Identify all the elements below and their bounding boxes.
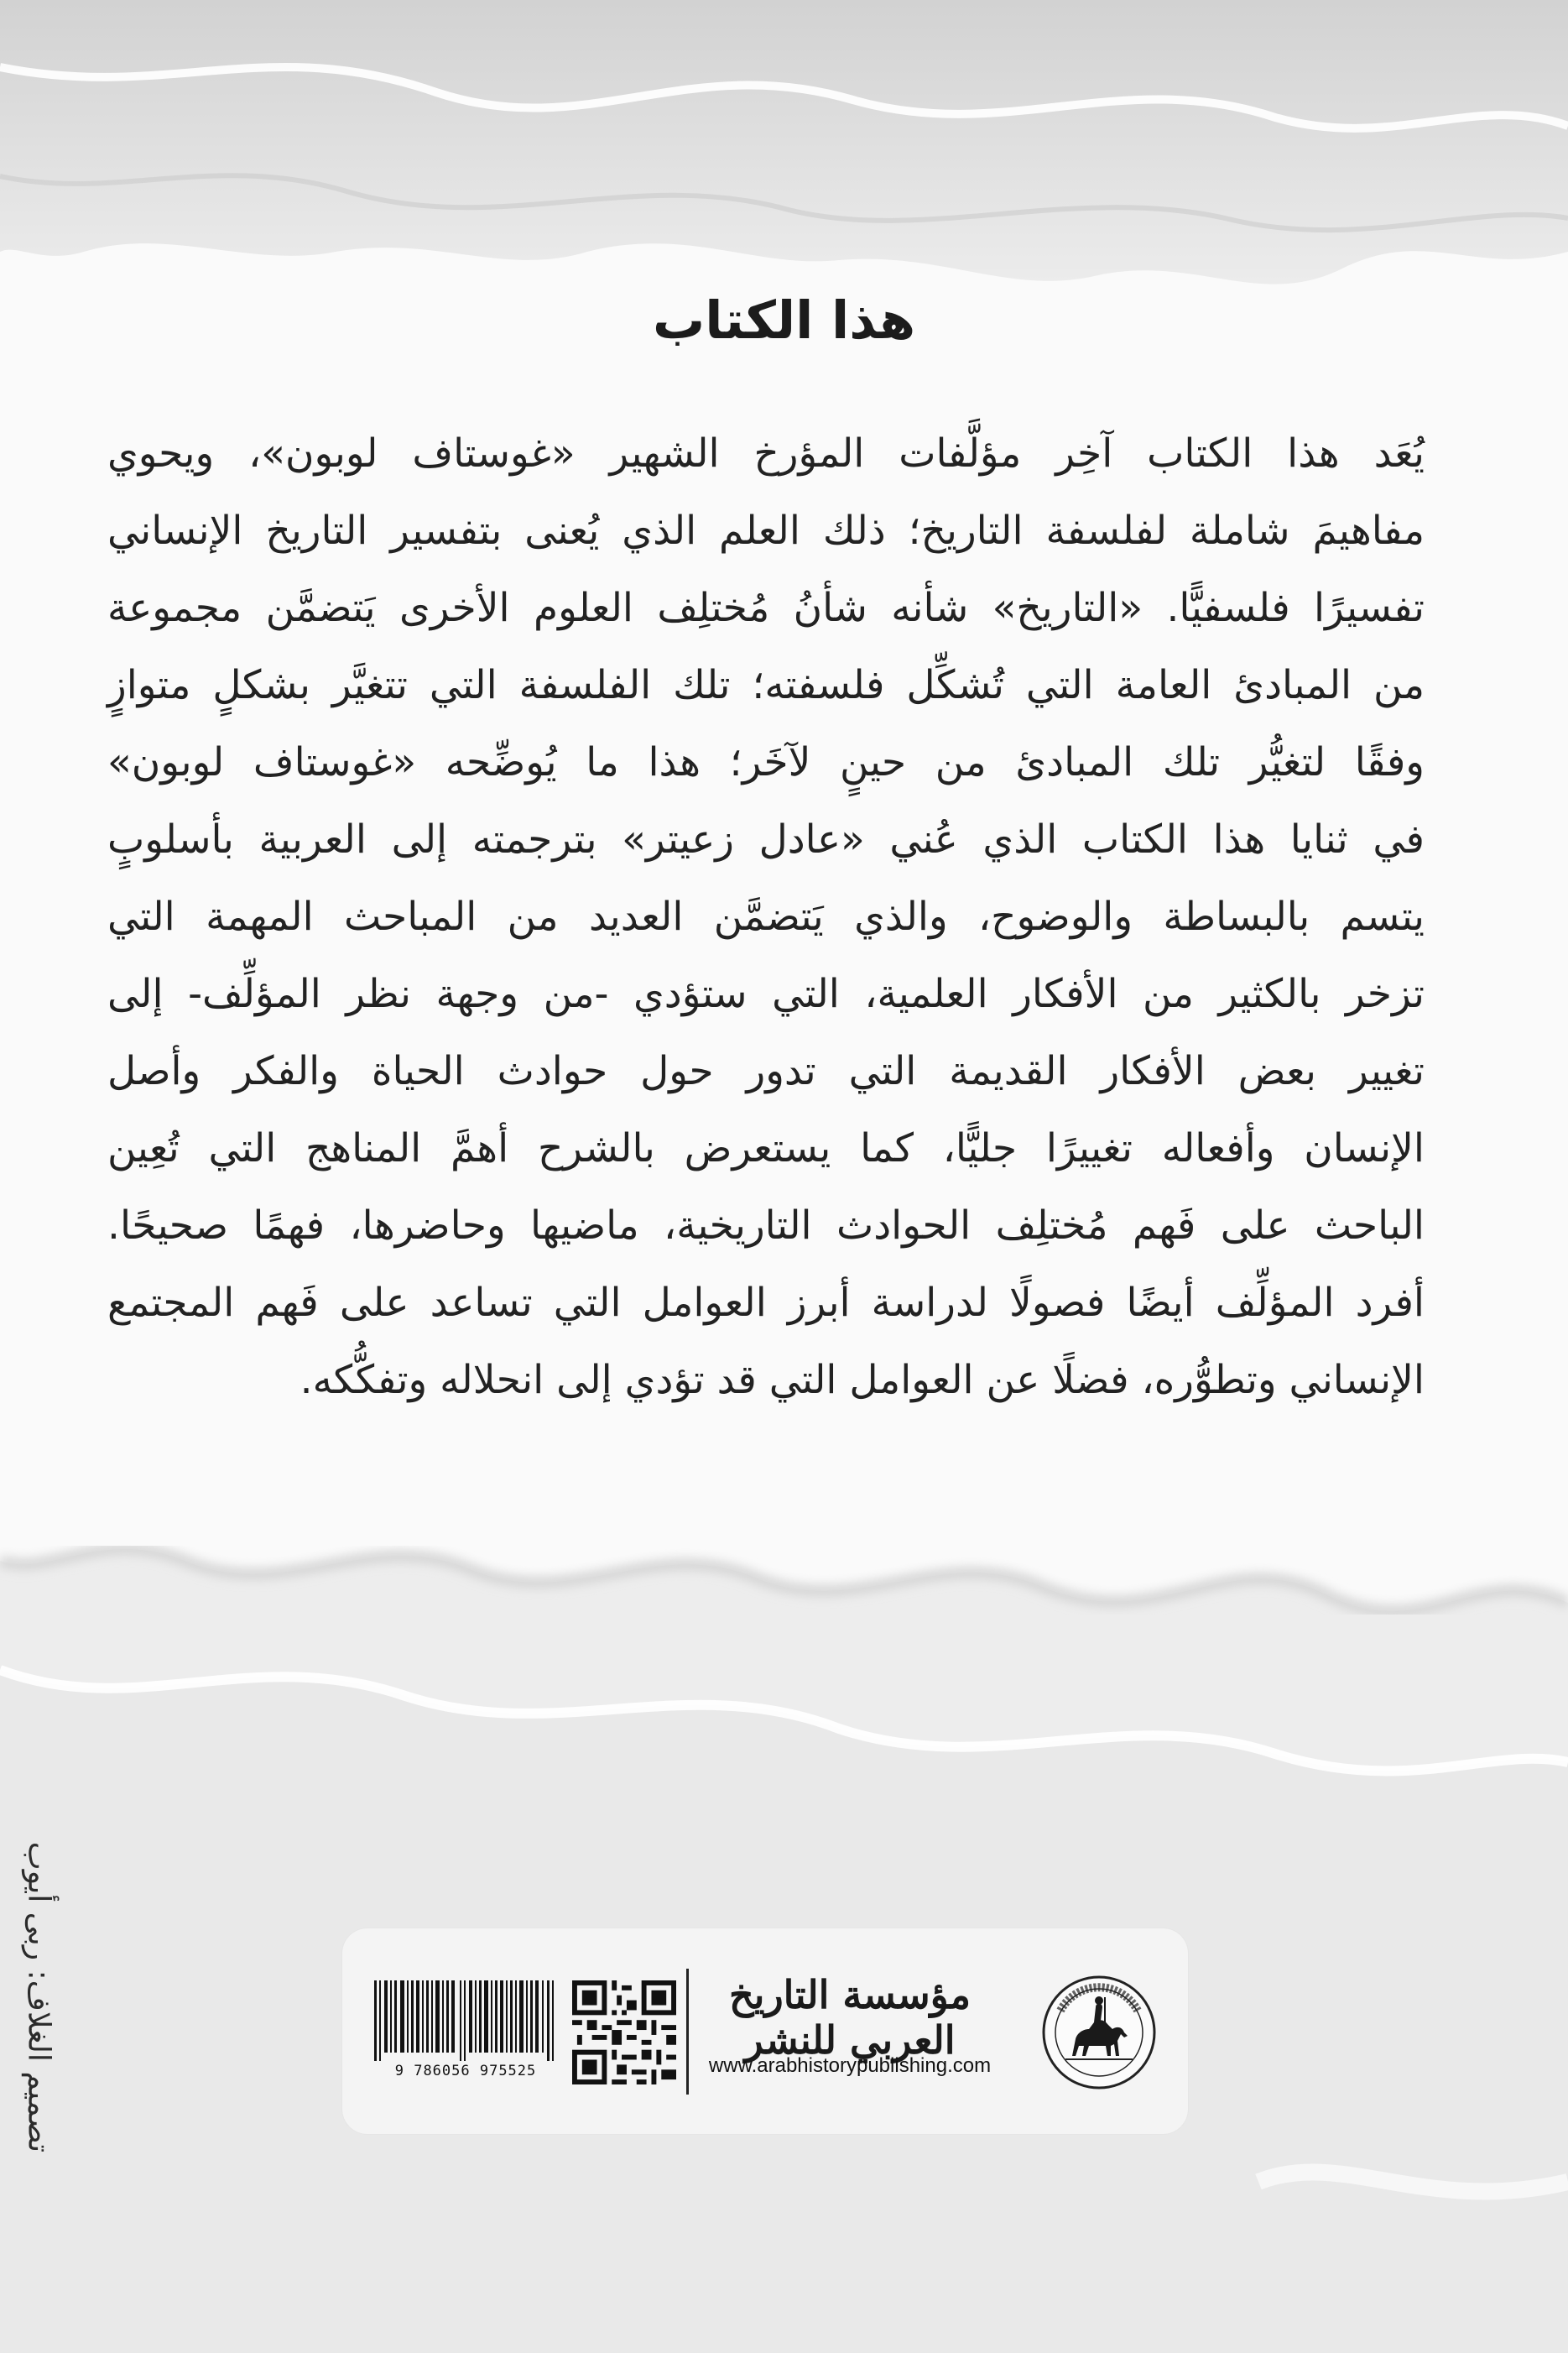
isbn-barcode-icon xyxy=(372,1980,557,2061)
description-line: الإنسان وأفعاله تغييرًا جليًّا، كما يستعرض بالشرح أهمَّ المناهج التي تُعِين xyxy=(107,1125,1425,1171)
isbn-number: 9 786056 975525 xyxy=(394,2063,537,2079)
description-line: الباحث على فَهم مُختلِف الحوادث التاريخية، ماضيها وحاضرها، فهمًا صحيحًا. xyxy=(107,1203,1425,1249)
camel-rider-emblem-icon xyxy=(1040,1974,1158,2091)
qr-code-icon xyxy=(572,1980,676,2084)
description-line: مفاهيمَ شاملة لفلسفة التاريخ؛ ذلك العلم الذي يُعنى بتفسير التاريخ الإنساني xyxy=(107,508,1425,554)
description-line: تغيير بعض الأفكار القديمة التي تدور حول حوادث الحياة والفكر وأصل xyxy=(107,1048,1425,1094)
publisher-name: مؤسسة التاريخ العربي للنشر xyxy=(728,1972,972,2063)
card-divider xyxy=(686,1969,689,2095)
description-line: وفقًا لتغيُّر تلك المبادئ من حينٍ لآخَر؛ هذا ما يُوضِّحه «غوستاف لوبون» xyxy=(107,739,1425,785)
publisher-card xyxy=(342,1928,1188,2134)
description-line: يُعَد هذا الكتاب آخِر مؤلَّفات المؤرخ الشهير «غوستاف لوبون»، ويحوي xyxy=(107,430,1425,477)
description-line: أفرد المؤلِّف أيضًا فصولًا لدراسة أبرز العوامل التي تساعد على فَهم المجتمع xyxy=(107,1280,1425,1326)
publisher-url[interactable]: www.arabhistorypublishing.com xyxy=(708,2054,992,2077)
description-line: في ثنايا هذا الكتاب الذي عُني «عادل زعيتر» بترجمته إلى العربية بأسلوبٍ xyxy=(107,817,1425,863)
description-line: الإنساني وتطوُّره، فضلًا عن العوامل التي قد تؤدي إلى انحلاله وتفكُّكه. xyxy=(300,1357,1425,1403)
description-line: يتسم بالبساطة والوضوح، والذي يَتضمَّن العديد من المباحث المهمة التي xyxy=(107,894,1425,940)
book-description xyxy=(107,415,1425,1419)
cover-design-credit: تصميم الغلاف: ربى أيوب xyxy=(21,1841,56,2153)
description-line: تزخر بالكثير من الأفكار العلمية، التي ستؤدي -من وجهة نظر المؤلِّف- إلى xyxy=(107,971,1425,1017)
description-line: من المبادئ العامة التي تُشكِّل فلسفته؛ تلك الفلسفة التي تتغيَّر بشكلٍ متوازٍ xyxy=(107,662,1425,708)
section-title: هذا الكتاب xyxy=(652,290,916,351)
description-line: تفسيرًا فلسفيًّا. «التاريخ» شأنه شأنُ مُختلِف العلوم الأخرى يَتضمَّن مجموعة xyxy=(107,585,1425,631)
